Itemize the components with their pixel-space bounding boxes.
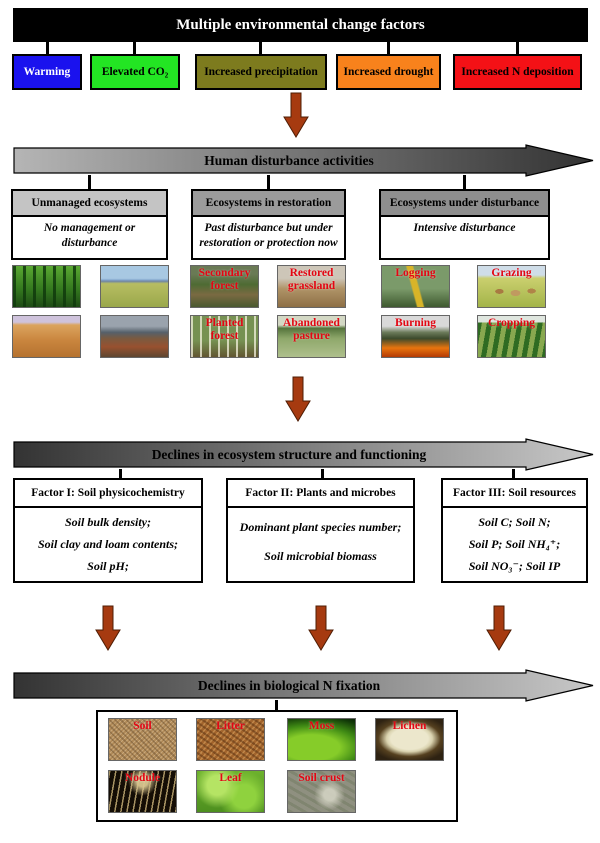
eco-column-restoration-title: Ecosystems in restoration — [205, 197, 332, 209]
down-arrow-shape — [309, 606, 333, 650]
declines-fixation-banner — [13, 669, 595, 702]
photo-cropping-label: Cropping — [487, 317, 536, 329]
factor-box-warming — [12, 54, 82, 90]
photo-restored-grassland — [277, 265, 346, 308]
eco-column-restoration-description-box — [191, 215, 346, 260]
photo-litter — [196, 718, 265, 761]
photo-desert — [12, 315, 81, 358]
eco-column-unmanaged-description-box — [11, 215, 168, 260]
photo-planted-forest-label: Planted forest — [205, 317, 244, 342]
down-arrow-icon — [308, 605, 334, 651]
factor-ii-header — [226, 478, 415, 508]
photo-secondary-forest — [190, 265, 259, 308]
factor-iii-header — [441, 478, 588, 508]
factor-i-header — [13, 478, 203, 508]
factor-box-precipitation — [195, 54, 327, 90]
photo-restored-grassland-label: Restored grassland — [287, 267, 336, 292]
photo-natural-grassland — [100, 265, 169, 308]
down-arrow-icon — [283, 92, 309, 138]
photo-abandoned-pasture-label: Abandoned pasture — [283, 317, 340, 342]
photo-nodule-label: Nodule — [124, 772, 161, 784]
factor-i-line-1: Soil bulk density; — [64, 515, 151, 529]
factor-i-line-2: Soil clay and loam contents; — [37, 537, 178, 551]
down-arrow-icon — [285, 376, 311, 422]
eco-column-disturbance-description-box — [379, 215, 550, 260]
photo-leaf-label: Leaf — [219, 772, 242, 784]
declines-structure-banner — [13, 438, 595, 471]
factor-i-body — [13, 506, 203, 583]
main-title-bar — [13, 8, 588, 42]
down-arrow-shape — [286, 377, 310, 421]
photo-nodule — [108, 770, 177, 813]
down-arrow-shape — [96, 606, 120, 650]
factor-iii-line-3: Soil NO₃⁻; Soil IP — [468, 559, 561, 573]
photo-moss — [287, 718, 356, 761]
factor-box-n-deposition — [453, 54, 582, 90]
factor-label-drought: Increased drought — [343, 66, 434, 78]
factor-ii-line-1: Dominant plant species number; — [239, 520, 402, 534]
photo-secondary-forest-label: Secondary forest — [198, 267, 251, 292]
main-title: Multiple environmental change factors — [176, 16, 425, 33]
photo-leaf — [196, 770, 265, 813]
factor-iii-title: Factor III: Soil resources — [453, 487, 576, 499]
factor-iii-line-2: Soil P; Soil NH₄⁺; — [468, 537, 561, 551]
photo-moss-label: Moss — [308, 720, 335, 732]
photo-soil-label: Soil — [133, 720, 152, 732]
eco-column-restoration-description: Past disturbance but under restoration or protection now — [199, 222, 338, 249]
factor-ii-line-2: Soil microbial biomass — [264, 549, 377, 563]
down-arrow-icon — [95, 605, 121, 651]
eco-column-unmanaged-title: Unmanaged ecosystems — [31, 197, 148, 209]
eco-column-disturbance-description: Intensive disturbance — [413, 222, 516, 234]
photo-cropping — [477, 315, 546, 358]
photo-grazing-label: Grazing — [491, 267, 532, 279]
factor-ii-title: Factor II: Plants and microbes — [245, 487, 396, 499]
down-arrow-shape — [487, 606, 511, 650]
connector-line — [267, 175, 270, 190]
factor-ii-body — [226, 506, 415, 583]
photo-grazing — [477, 265, 546, 308]
human-disturbance-banner-label: Human disturbance activities — [204, 153, 374, 168]
factor-label-n-deposition: Increased N deposition — [461, 66, 574, 78]
photo-tundra — [100, 315, 169, 358]
down-arrow-icon — [486, 605, 512, 651]
eco-column-restoration-header — [191, 189, 346, 217]
factor-label-elevated-co2: Elevated CO₂ — [101, 66, 169, 78]
factor-iii-line-1: Soil C; Soil N; — [478, 515, 551, 529]
factor-box-drought — [336, 54, 441, 90]
connector-line — [88, 175, 91, 190]
photo-logging-label: Logging — [395, 267, 436, 279]
down-arrow-shape — [284, 93, 308, 137]
factor-box-elevated-co2 — [90, 54, 180, 90]
photo-planted-forest — [190, 315, 259, 358]
eco-column-unmanaged-description: No management or disturbance — [43, 222, 136, 249]
photo-abandoned-pasture — [277, 315, 346, 358]
human-disturbance-banner — [13, 144, 595, 177]
declines-structure-banner-label: Declines in ecosystem structure and functioning — [151, 447, 427, 462]
photo-soil — [108, 718, 177, 761]
factor-i-line-3: Soil pH; — [87, 559, 129, 573]
photo-logging — [381, 265, 450, 308]
photo-burning — [381, 315, 450, 358]
factor-iii-body — [441, 506, 588, 583]
factor-label-precipitation: Increased precipitation — [204, 66, 318, 78]
photo-natural-forest — [12, 265, 81, 308]
photo-burning-label: Burning — [395, 317, 436, 329]
connector-line — [463, 175, 466, 190]
eco-column-disturbance-title: Ecosystems under disturbance — [389, 197, 540, 209]
photo-litter-label: Litter — [216, 720, 245, 732]
factor-label-warming: Warming — [23, 66, 71, 78]
eco-column-disturbance-header — [379, 189, 550, 217]
eco-column-unmanaged-header — [11, 189, 168, 217]
photo-soil-crust-label: Soil crust — [298, 772, 345, 784]
photo-lichen — [375, 718, 444, 761]
declines-fixation-banner-label: Declines in biological N fixation — [197, 678, 381, 693]
photo-soil-crust — [287, 770, 356, 813]
photo-lichen-label: Lichen — [392, 720, 427, 732]
factor-i-title: Factor I: Soil physicochemistry — [31, 487, 185, 499]
